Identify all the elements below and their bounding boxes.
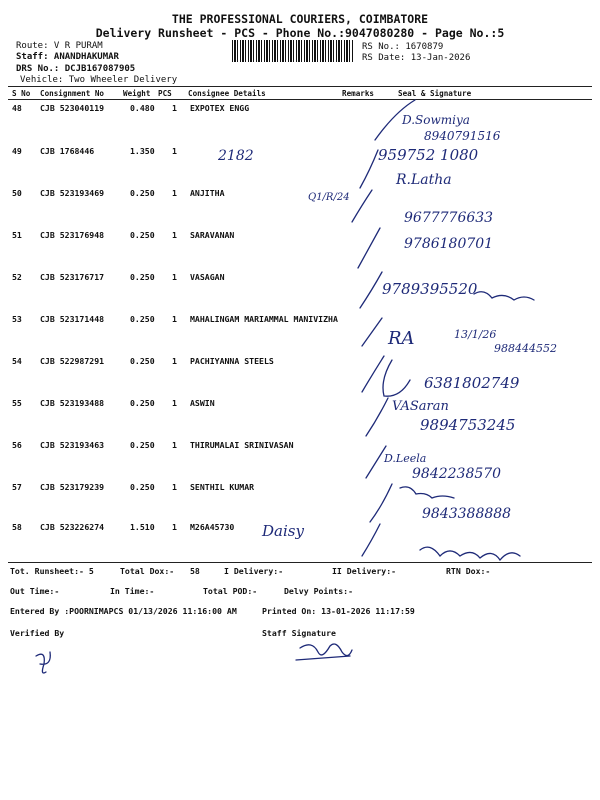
rtn-dox-label: RTN Dox:-	[446, 566, 491, 576]
check-mark-52	[360, 272, 382, 308]
check-mark-54	[362, 356, 384, 392]
cell-weight: 0.250	[130, 272, 155, 282]
hw-r57-phone: 9843388888	[422, 506, 512, 522]
hw-r49-phone: 959752 1080	[378, 146, 479, 164]
cell-weight: 0.250	[130, 440, 155, 450]
total-dox-value: 58	[190, 566, 200, 576]
footer-rule	[8, 562, 592, 563]
cell-sno: 51	[12, 230, 22, 240]
hw-r53-phone: 988444552	[494, 342, 557, 355]
in-time-label: In Time:-	[110, 586, 155, 596]
cell-consignee: EXPOTEX ENGG	[190, 103, 250, 113]
cell-weight: 0.250	[130, 398, 155, 408]
i-delivery-label: I Delivery:-	[224, 566, 284, 576]
hw-r48-name: D.Sowmiya	[402, 113, 470, 127]
hw-r58-name: Daisy	[262, 522, 304, 540]
header-rule-bottom	[8, 99, 592, 100]
cell-consignment-no: CJB 523171448	[40, 314, 105, 324]
check-mark-48	[375, 100, 415, 140]
drs-number: DRS No.: DCJB167087905	[16, 64, 136, 74]
cell-sno: 53	[12, 314, 22, 324]
entered-by: Entered By :POORNIMAPCS 01/13/2026 11:16:00 AM	[10, 606, 237, 616]
route-label: Route: V R PURAM	[16, 41, 103, 51]
check-mark-51	[358, 228, 380, 268]
cell-consignee: MAHALINGAM MARIAMMAL MANIVIZHA	[190, 314, 338, 324]
cell-consignee: VASAGAN	[190, 272, 225, 282]
ii-delivery-label: II Delivery:-	[332, 566, 397, 576]
cell-pcs: 1	[172, 103, 177, 113]
cell-consignment-no: CJB 523176948	[40, 230, 105, 240]
row-52-signature-scribble	[474, 292, 534, 300]
col-pcs: PCS	[158, 89, 172, 98]
col-sno: S No	[12, 89, 31, 98]
hw-r52-phone: 9789395520	[382, 280, 478, 298]
cell-weight: 0.250	[130, 230, 155, 240]
hw-r51-phone: 9786180701	[404, 236, 494, 252]
cell-weight: 0.250	[130, 356, 155, 366]
hw-r53-initials: RA	[388, 328, 415, 349]
header-rule-top	[8, 86, 592, 87]
check-mark-56	[366, 446, 386, 478]
cell-pcs: 1	[172, 230, 177, 240]
hw-r55-phone: 9894753245	[420, 416, 516, 434]
rs-number: RS No.: 1670879	[362, 42, 444, 52]
cell-consignee: THIRUMALAI SRINIVASAN	[190, 440, 294, 450]
col-weight: Weight	[123, 89, 151, 98]
runsheet-title: Delivery Runsheet - PCS - Phone No.:9047080280 - Page No.:5	[95, 26, 505, 40]
cell-pcs: 1	[172, 188, 177, 198]
cell-consignment-no: CJB 523193469	[40, 188, 105, 198]
cell-pcs: 1	[172, 146, 177, 156]
cell-weight: 0.250	[130, 188, 155, 198]
cell-weight: 0.250	[130, 482, 155, 492]
cell-consignment-no: CJB 523040119	[40, 103, 105, 113]
cell-consignee: ASWIN	[190, 398, 215, 408]
row-58-signature-scribble	[420, 547, 520, 560]
cell-consignment-no: CJB 1768446	[40, 146, 95, 156]
hw-r54-phone: 6381802749	[424, 374, 520, 392]
cell-sno: 48	[12, 103, 22, 113]
cell-consignment-no: CJB 523179239	[40, 482, 105, 492]
col-consignee-details: Consignee Details	[188, 89, 266, 98]
cell-weight: 0.480	[130, 103, 155, 113]
cell-weight: 0.250	[130, 314, 155, 324]
cell-pcs: 1	[172, 440, 177, 450]
cell-pcs: 1	[172, 482, 177, 492]
check-mark-57	[370, 484, 392, 522]
staff-signature-icon	[296, 644, 352, 660]
barcode-image	[232, 40, 354, 62]
cell-consignment-no: CJB 523226274	[40, 522, 105, 532]
cell-consignee: ANJITHA	[190, 188, 225, 198]
cell-sno: 56	[12, 440, 22, 450]
total-dox-label: Total Dox:-	[120, 566, 175, 576]
cell-pcs: 1	[172, 272, 177, 282]
cell-sno: 58	[12, 522, 22, 532]
rs-date: RS Date: 13-Jan-2026	[362, 53, 471, 63]
cell-consignee: SENTHIL KUMAR	[190, 482, 255, 492]
cell-sno: 55	[12, 398, 22, 408]
cell-consignee: PACHIYANNA STEELS	[190, 356, 274, 366]
cell-sno: 52	[12, 272, 22, 282]
hw-r50-date: Q1/R/24	[308, 192, 350, 203]
check-mark-53	[362, 318, 382, 346]
hw-r55-name: VASaran	[392, 399, 449, 414]
cell-pcs: 1	[172, 356, 177, 366]
company-title: THE PROFESSIONAL COURIERS, COIMBATORE	[171, 12, 429, 26]
printed-on: Printed On: 13-01-2026 11:17:59	[262, 606, 415, 616]
verified-by-label: Verified By	[10, 628, 65, 638]
hw-r50-name: R.Latha	[396, 172, 452, 188]
cell-consignee: SARAVANAN	[190, 230, 235, 240]
total-pod-label: Total POD:-	[203, 586, 258, 596]
out-time-label: Out Time:-	[10, 586, 60, 596]
cell-weight: 1.350	[130, 146, 155, 156]
check-mark-50	[352, 190, 372, 222]
hw-r50-phone: 9677776633	[404, 210, 494, 226]
cell-sno: 57	[12, 482, 22, 492]
delvy-points-label: Delvy Points:-	[284, 586, 354, 596]
vehicle-label: Vehicle: Two Wheeler Delivery	[20, 75, 178, 85]
col-consignment: Consignment No	[40, 89, 105, 98]
check-mark-49	[360, 150, 378, 188]
cell-weight: 1.510	[130, 522, 155, 532]
check-mark-55	[366, 398, 388, 436]
cell-sno: 50	[12, 188, 22, 198]
cell-consignment-no: CJB 523176717	[40, 272, 105, 282]
verified-by-signature-icon	[36, 652, 50, 673]
staff-label: Staff: ANANDHAKUMAR	[16, 52, 119, 62]
cell-consignment-no: CJB 523193463	[40, 440, 105, 450]
hw-r48-phone: 8940791516	[424, 129, 501, 143]
cell-pcs: 1	[172, 522, 177, 532]
col-remarks: Remarks	[342, 89, 375, 98]
hw-r56-phone: 9842238570	[412, 466, 502, 482]
cell-pcs: 1	[172, 398, 177, 408]
cell-sno: 54	[12, 356, 22, 366]
hw-r56-name: D.Leela	[384, 452, 427, 465]
remarks-mark-54	[383, 360, 410, 396]
cell-consignment-no: CJB 522987291	[40, 356, 105, 366]
col-seal-signature: Seal & Signature	[398, 89, 472, 98]
tot-runsheet: Tot. Runsheet:- 5	[10, 566, 94, 576]
check-mark-58	[362, 524, 380, 556]
cell-pcs: 1	[172, 314, 177, 324]
cell-consignee: M26A45730	[190, 522, 235, 532]
cell-sno: 49	[12, 146, 22, 156]
hw-r53-date: 13/1/26	[454, 328, 497, 341]
cell-consignment-no: CJB 523193488	[40, 398, 105, 408]
row-57-signature-scribble	[400, 487, 454, 498]
staff-signature-label: Staff Signature	[262, 628, 336, 638]
hw-r49-note: 2182	[218, 148, 254, 164]
